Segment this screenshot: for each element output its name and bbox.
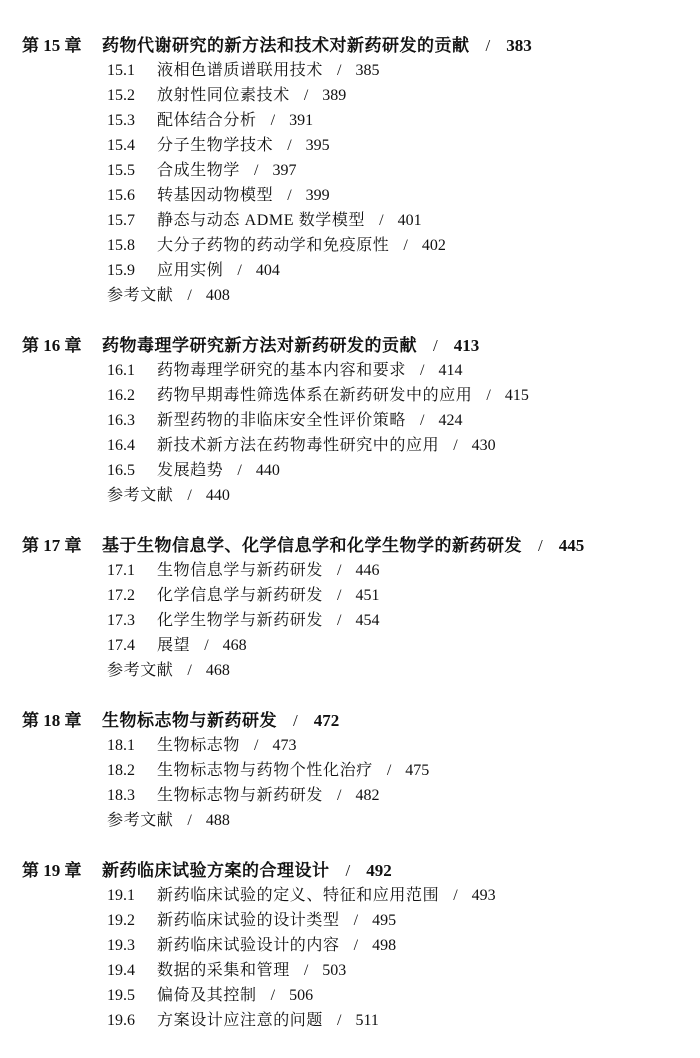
section-page-number: 475 <box>405 762 430 779</box>
separator: / <box>187 812 192 829</box>
section-title: 生物标志物与新药研发 <box>157 787 324 804</box>
section-row <box>0 58 700 83</box>
separator: / <box>337 62 342 79</box>
section-page-number: 511 <box>355 1012 379 1029</box>
separator: / <box>379 212 384 229</box>
section-page-number: 506 <box>289 987 314 1004</box>
chapter-label: 第 15 章 <box>22 36 82 55</box>
separator: / <box>345 861 351 880</box>
section-row <box>0 583 700 608</box>
chapter-heading <box>0 858 700 883</box>
section-page-number: 424 <box>438 412 463 429</box>
separator: / <box>187 662 192 679</box>
references-page-number: 440 <box>205 487 230 504</box>
section-title: 合成生物学 <box>157 162 241 179</box>
separator: / <box>337 787 342 804</box>
section-number: 16.1 <box>107 362 135 379</box>
separator: / <box>254 737 259 754</box>
section-row <box>0 433 700 458</box>
section-row <box>0 883 700 908</box>
section-row <box>0 358 700 383</box>
references-page-number: 408 <box>205 287 230 304</box>
section-row <box>0 633 700 658</box>
chapter-block <box>0 333 700 508</box>
separator: / <box>353 912 359 929</box>
chapter-block <box>0 708 700 833</box>
separator: / <box>337 612 342 629</box>
section-row <box>0 83 700 108</box>
section-number: 15.8 <box>107 237 135 254</box>
chapter-label: 第 17 章 <box>22 536 82 555</box>
chapter-page-number: 472 <box>313 711 340 730</box>
section-row <box>0 383 700 408</box>
references-label: 参考文献 <box>107 487 174 504</box>
section-title: 数据的采集和管理 <box>157 962 290 979</box>
section-title: 生物标志物 <box>157 737 241 754</box>
chapter-block <box>0 533 700 683</box>
references-row <box>0 658 700 683</box>
references-label: 参考文献 <box>107 812 174 829</box>
section-row <box>0 733 700 758</box>
section-page-number: 391 <box>289 112 314 129</box>
section-number: 17.2 <box>107 587 135 604</box>
section-title: 化学生物学与新药研发 <box>157 612 324 629</box>
separator: / <box>538 536 543 555</box>
references-row <box>0 483 700 508</box>
section-number: 19.6 <box>107 1012 135 1029</box>
chapter-heading <box>0 33 700 58</box>
chapter-label: 第 19 章 <box>22 861 82 880</box>
section-page-number: 397 <box>272 162 297 179</box>
references-row <box>0 808 700 833</box>
separator: / <box>204 637 209 654</box>
section-title: 偏倚及其控制 <box>157 987 257 1004</box>
section-row <box>0 233 700 258</box>
separator: / <box>270 987 276 1004</box>
section-row <box>0 558 700 583</box>
chapter-title: 药物毒理学研究新方法对新药研发的贡献 <box>102 336 417 355</box>
section-page-number: 482 <box>355 787 380 804</box>
section-row <box>0 958 700 983</box>
section-row <box>0 183 700 208</box>
separator: / <box>237 262 242 279</box>
section-title: 新药临床试验的定义、特征和应用范围 <box>157 887 440 904</box>
section-page-number: 402 <box>421 237 446 254</box>
section-title: 生物信息学与新药研发 <box>157 562 324 579</box>
section-number: 18.2 <box>107 762 135 779</box>
chapter-heading <box>0 333 700 358</box>
separator: / <box>237 462 242 479</box>
separator: / <box>420 362 425 379</box>
section-page-number: 440 <box>255 462 280 479</box>
chapter-label: 第 16 章 <box>22 336 82 355</box>
section-page-number: 399 <box>305 187 330 204</box>
separator: / <box>486 387 491 404</box>
section-number: 15.5 <box>107 162 135 179</box>
separator: / <box>337 587 342 604</box>
references-label: 参考文献 <box>107 662 174 679</box>
section-title: 发展趋势 <box>157 462 224 479</box>
separator: / <box>353 937 359 954</box>
section-number: 19.3 <box>107 937 135 954</box>
references-page-number: 488 <box>205 812 230 829</box>
separator: / <box>386 762 392 779</box>
separator: / <box>337 1012 342 1029</box>
section-title: 转基因动物模型 <box>157 187 274 204</box>
section-page-number: 414 <box>438 362 463 379</box>
section-title: 静态与动态 ADME 数学模型 <box>157 212 366 229</box>
separator: / <box>287 187 292 204</box>
chapter-page-number: 445 <box>558 536 585 555</box>
section-row <box>0 133 700 158</box>
chapter-title: 生物标志物与新药研发 <box>102 711 277 730</box>
section-page-number: 468 <box>222 637 247 654</box>
section-row <box>0 458 700 483</box>
separator: / <box>187 287 192 304</box>
section-title: 大分子药物的药动学和免疫原性 <box>157 237 390 254</box>
section-row <box>0 208 700 233</box>
section-title: 应用实例 <box>157 262 224 279</box>
section-number: 18.3 <box>107 787 135 804</box>
section-row <box>0 983 700 1008</box>
section-title: 展望 <box>157 637 191 654</box>
section-page-number: 503 <box>322 962 347 979</box>
chapter-title: 新药临床试验方案的合理设计 <box>102 861 330 880</box>
section-title: 分子生物学技术 <box>157 137 274 154</box>
section-page-number: 446 <box>355 562 380 579</box>
references-row <box>0 283 700 308</box>
chapter-page-number: 492 <box>366 861 392 880</box>
section-page-number: 493 <box>471 887 496 904</box>
section-number: 15.4 <box>107 137 135 154</box>
section-number: 18.1 <box>107 737 135 754</box>
section-title: 药物早期毒性筛选体系在新药研发中的应用 <box>157 387 473 404</box>
section-page-number: 401 <box>397 212 422 229</box>
section-number: 19.5 <box>107 987 135 1004</box>
section-number: 17.1 <box>107 562 135 579</box>
section-title: 新药临床试验的设计类型 <box>157 912 340 929</box>
separator: / <box>403 237 408 254</box>
separator: / <box>485 36 491 55</box>
section-row <box>0 1008 700 1033</box>
section-page-number: 404 <box>255 262 280 279</box>
section-number: 16.3 <box>107 412 135 429</box>
section-row <box>0 108 700 133</box>
separator: / <box>453 437 458 454</box>
separator: / <box>337 562 342 579</box>
chapter-title: 基于生物信息学、化学信息学和化学生物学的新药研发 <box>102 536 522 555</box>
separator: / <box>270 112 276 129</box>
section-title: 生物标志物与药物个性化治疗 <box>157 762 373 779</box>
separator: / <box>293 711 298 730</box>
separator: / <box>303 962 309 979</box>
section-number: 15.3 <box>107 112 135 129</box>
section-title: 新技术新方法在药物毒性研究中的应用 <box>157 437 440 454</box>
chapter-heading <box>0 708 700 733</box>
section-number: 16.4 <box>107 437 135 454</box>
separator: / <box>420 412 425 429</box>
section-number: 15.7 <box>107 212 135 229</box>
chapter-block <box>0 33 700 308</box>
section-row <box>0 758 700 783</box>
section-page-number: 454 <box>355 612 380 629</box>
chapter-label: 第 18 章 <box>22 711 82 730</box>
section-row <box>0 408 700 433</box>
section-number: 15.6 <box>107 187 135 204</box>
section-title: 药物毒理学研究的基本内容和要求 <box>157 362 407 379</box>
chapter-page-number: 383 <box>506 36 532 55</box>
section-number: 19.1 <box>107 887 135 904</box>
separator: / <box>453 887 458 904</box>
section-page-number: 473 <box>272 737 297 754</box>
section-title: 化学信息学与新药研发 <box>157 587 324 604</box>
separator: / <box>303 87 309 104</box>
section-title: 新药临床试验设计的内容 <box>157 937 340 954</box>
separator: / <box>187 487 192 504</box>
section-page-number: 498 <box>372 937 397 954</box>
section-title: 方案设计应注意的问题 <box>157 1012 324 1029</box>
separator: / <box>433 336 438 355</box>
section-row <box>0 608 700 633</box>
chapter-page-number: 413 <box>453 336 480 355</box>
references-page-number: 468 <box>205 662 230 679</box>
separator: / <box>254 162 259 179</box>
section-number: 16.5 <box>107 462 135 479</box>
section-number: 17.3 <box>107 612 135 629</box>
references-label: 参考文献 <box>107 287 174 304</box>
section-title: 配体结合分析 <box>157 112 257 129</box>
section-number: 19.4 <box>107 962 135 979</box>
section-number: 15.9 <box>107 262 135 279</box>
section-row <box>0 933 700 958</box>
section-page-number: 430 <box>471 437 496 454</box>
section-number: 15.2 <box>107 87 135 104</box>
section-page-number: 389 <box>322 87 347 104</box>
separator: / <box>287 137 292 154</box>
section-row <box>0 783 700 808</box>
section-number: 19.2 <box>107 912 135 929</box>
section-number: 17.4 <box>107 637 135 654</box>
section-title: 放射性同位素技术 <box>157 87 290 104</box>
section-title: 新型药物的非临床安全性评价策略 <box>157 412 407 429</box>
section-page-number: 415 <box>504 387 529 404</box>
section-page-number: 395 <box>305 137 330 154</box>
section-row <box>0 158 700 183</box>
section-number: 15.1 <box>107 62 135 79</box>
section-title: 液相色谱质谱联用技术 <box>157 62 324 79</box>
chapter-title: 药物代谢研究的新方法和技术对新药研发的贡献 <box>102 36 470 55</box>
section-page-number: 385 <box>355 62 380 79</box>
chapter-heading <box>0 533 700 558</box>
section-row <box>0 258 700 283</box>
section-row <box>0 908 700 933</box>
section-number: 16.2 <box>107 387 135 404</box>
section-page-number: 451 <box>355 587 380 604</box>
chapter-block <box>0 858 700 1033</box>
section-page-number: 495 <box>372 912 397 929</box>
